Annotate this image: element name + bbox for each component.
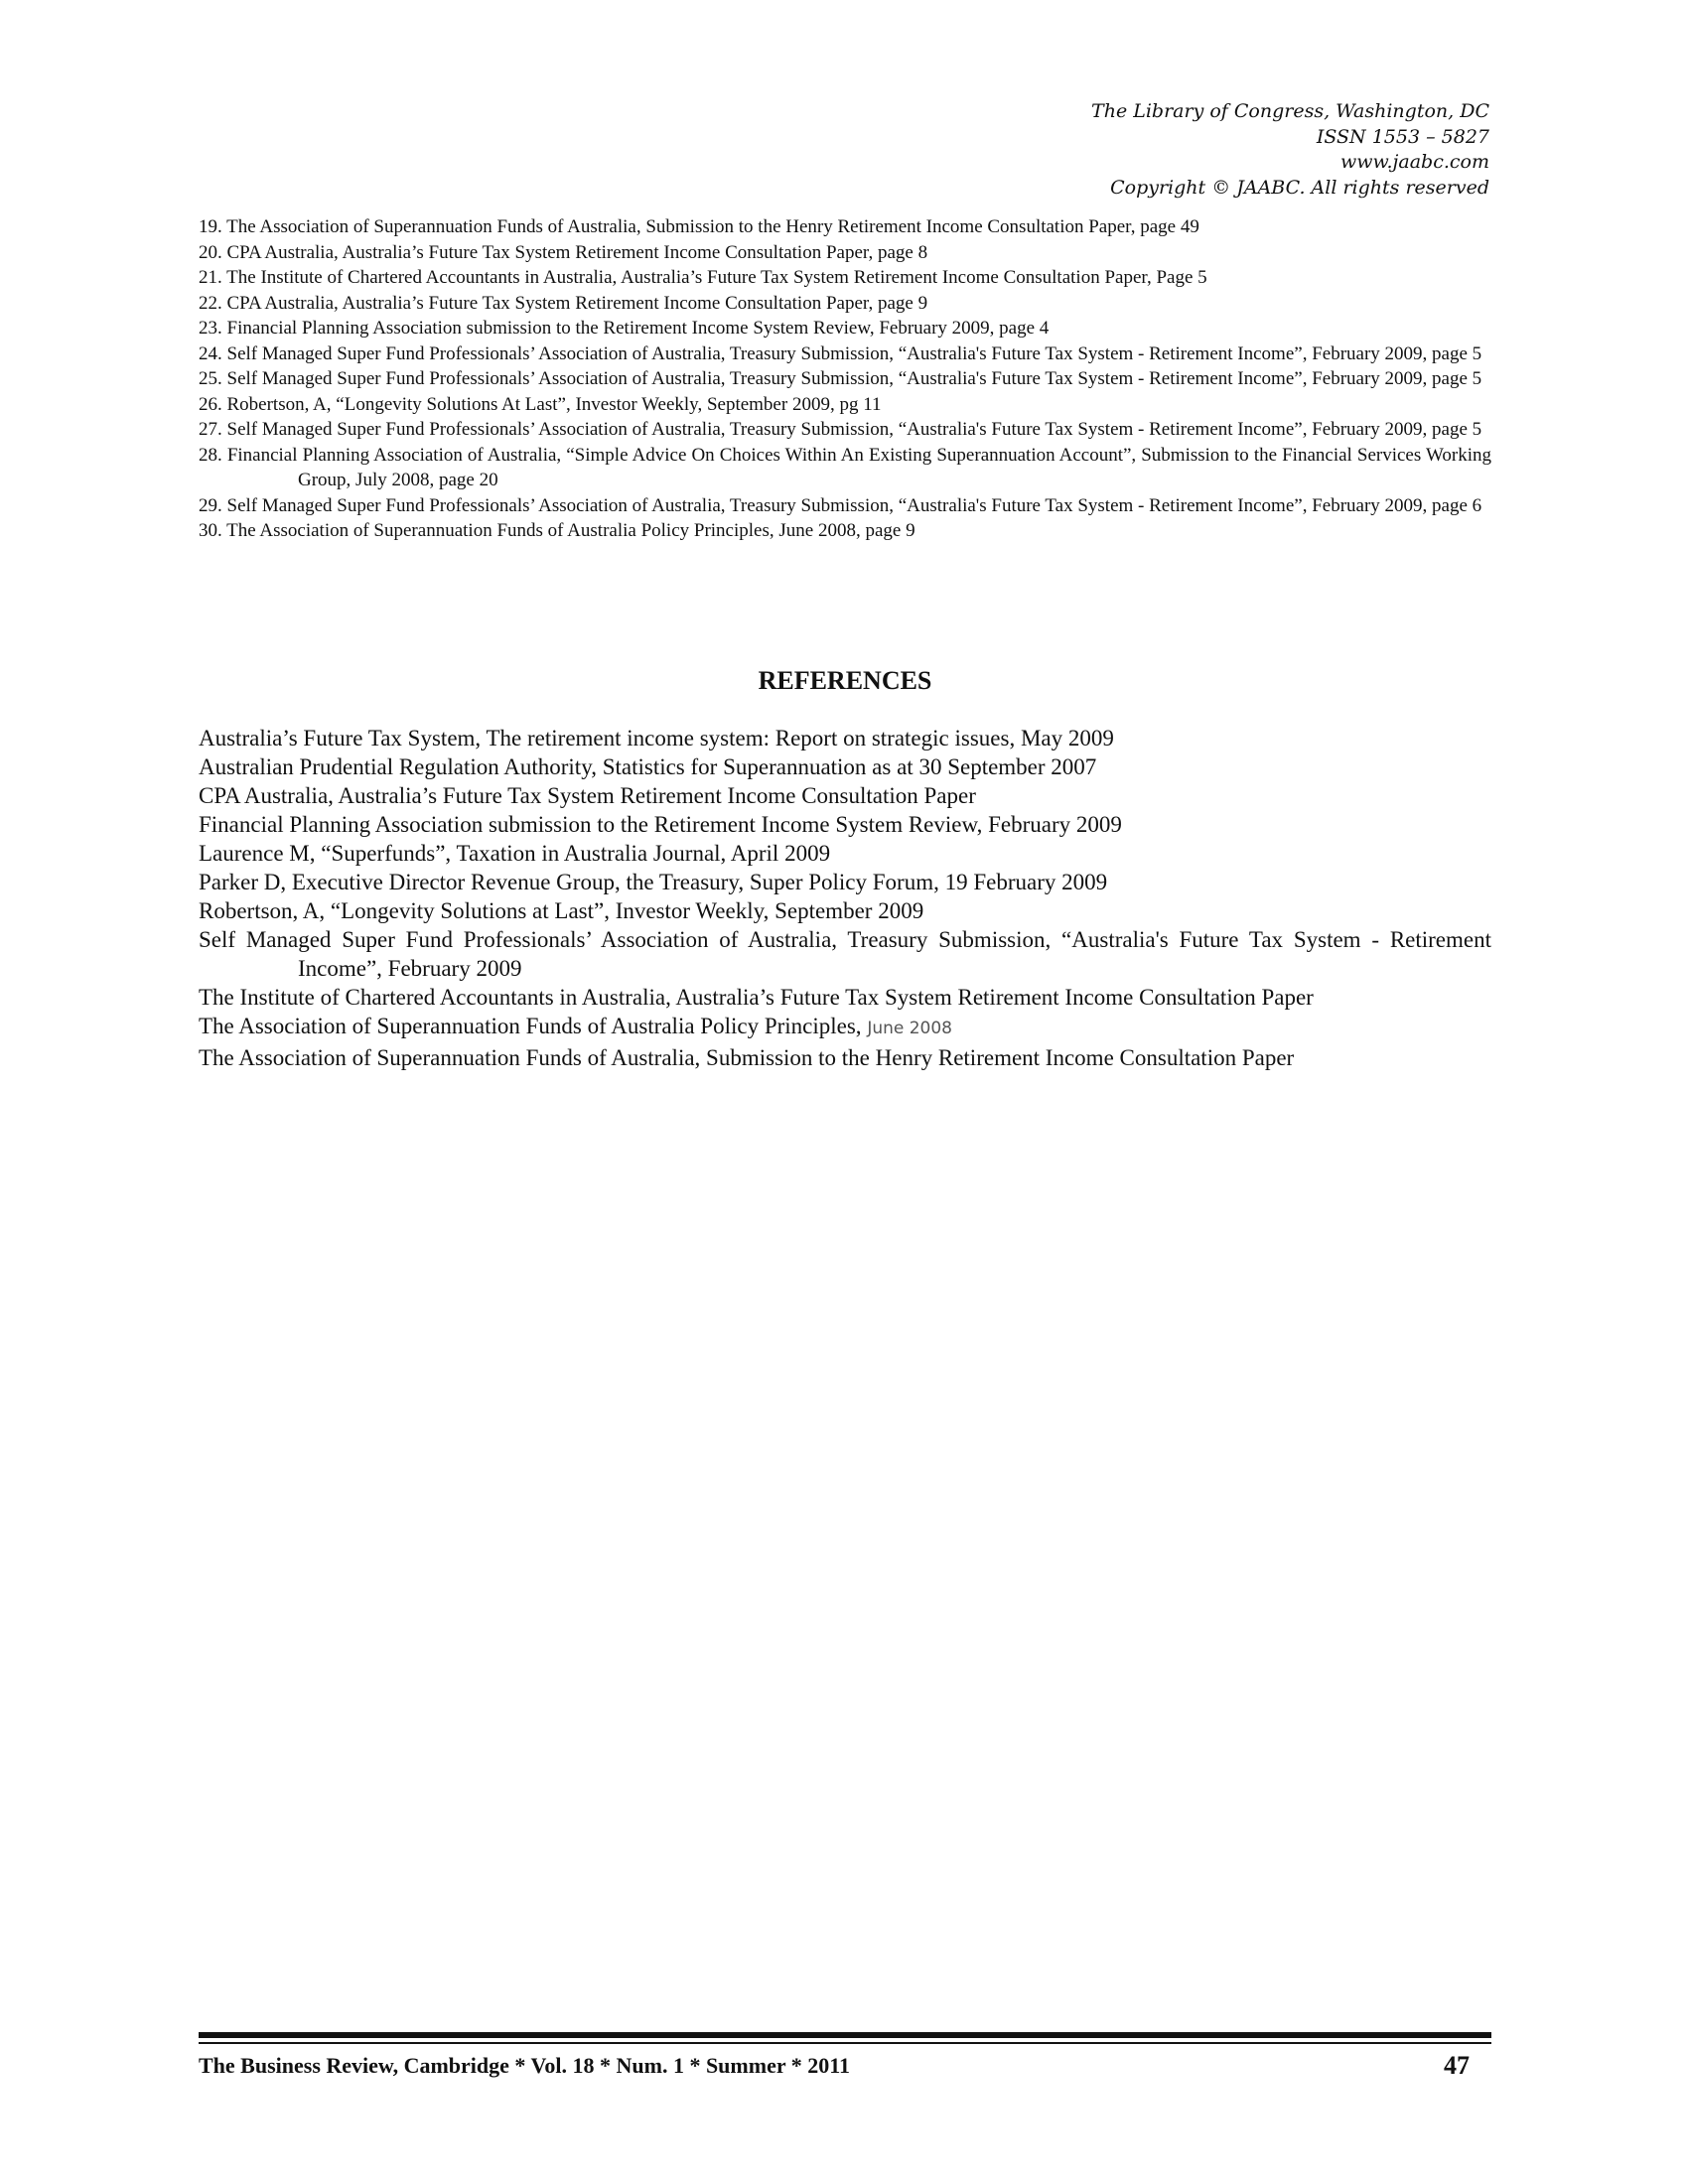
header-website: www.jaabc.com: [1339, 151, 1489, 173]
endnote: 25. Self Managed Super Fund Professionals’ Association of Australia, Treasury Submission, “Australia's Future Tax System - Retirement Income”, February 2009, page 5: [199, 368, 1482, 389]
reference-item: The Association of Superannuation Funds of Australia, Submission to the Henry Retirement Income Consultation Paper: [199, 1045, 1295, 1070]
endnote: 26. Robertson, A, “Longevity Solutions At Last”, Investor Weekly, September 2009, pg 11: [199, 393, 882, 415]
endnotes-list: [199, 214, 1491, 544]
header-issn: ISSN 1553 – 5827: [1316, 125, 1489, 148]
endnote: 21. The Institute of Chartered Accountants in Australia, Australia’s Future Tax System Retirement Income Consultation Paper, Page 5: [199, 267, 1207, 288]
footer-rule-thin: [199, 2042, 1491, 2044]
reference-text: The Association of Superannuation Funds of Australia Policy Principles,: [199, 1014, 862, 1038]
endnote: 30. The Association of Superannuation Funds of Australia Policy Principles, June 2008, page 9: [199, 520, 915, 541]
reference-item: CPA Australia, Australia’s Future Tax System Retirement Income Consultation Paper: [199, 783, 976, 808]
page-number: 47: [1444, 2051, 1470, 2080]
reference-item: [199, 1012, 1491, 1043]
endnote: 19. The Association of Superannuation Funds of Australia, Submission to the Henry Retirement Income Consultation Paper, page 49: [199, 216, 1199, 237]
footer-rule-thick: [199, 2032, 1491, 2038]
header-copyright: Copyright © JAABC. All rights reserved: [1110, 176, 1489, 199]
reference-item: The Institute of Chartered Accountants in Australia, Australia’s Future Tax System Retirement Income Consultation Paper: [199, 985, 1314, 1010]
endnote: 29. Self Managed Super Fund Professionals’ Association of Australia, Treasury Submission, “Australia's Future Tax System - Retirement Income”, February 2009, page 6: [199, 494, 1482, 516]
endnote: 23. Financial Planning Association submission to the Retirement Income System Review, February 2009, page 4: [199, 318, 1050, 339]
reference-item: Australian Prudential Regulation Authority, Statistics for Superannuation as at 30 September 2007: [199, 754, 1097, 779]
endnote: 27. Self Managed Super Fund Professionals’ Association of Australia, Treasury Submission, “Australia's Future Tax System - Retirement Income”, February 2009, page 5: [199, 419, 1482, 440]
footer-journal: The Business Review, Cambridge * Vol. 18 * Num. 1 * Summer * 2011: [199, 2053, 850, 2078]
endnote: 24. Self Managed Super Fund Professionals’ Association of Australia, Treasury Submission, “Australia's Future Tax System - Retirement Income”, February 2009, page 5: [199, 342, 1482, 364]
endnote: 28. Financial Planning Association of Australia, “Simple Advice On Choices Within An Existing Superannuation Account”, Submission to the Financial Services Working Group, July 2008, page 20: [199, 444, 1491, 490]
reference-item: Financial Planning Association submission to the Retirement Income System Review, February 2009: [199, 812, 1122, 837]
references-list: [199, 724, 1491, 1072]
reference-item: Parker D, Executive Director Revenue Group, the Treasury, Super Policy Forum, 19 February 2009: [199, 870, 1108, 894]
reference-item: Self Managed Super Fund Professionals’ Association of Australia, Treasury Submission, “Australia's Future Tax System - Retirement Income”, February 2009: [199, 927, 1491, 981]
endnote: 20. CPA Australia, Australia’s Future Tax System Retirement Income Consultation Paper, page 8: [199, 241, 928, 263]
reference-item: Laurence M, “Superfunds”, Taxation in Australia Journal, April 2009: [199, 841, 831, 866]
reference-date: June 2008: [867, 1019, 953, 1038]
references-heading: REFERENCES: [758, 666, 932, 695]
page-header: [1091, 99, 1489, 201]
header-library: The Library of Congress, Washington, DC: [1091, 100, 1489, 122]
reference-item: Australia’s Future Tax System, The retirement income system: Report on strategic issues, May 2009: [199, 726, 1114, 751]
endnote: 22. CPA Australia, Australia’s Future Tax System Retirement Income Consultation Paper, page 9: [199, 292, 928, 314]
reference-item: Robertson, A, “Longevity Solutions at Last”, Investor Weekly, September 2009: [199, 898, 924, 923]
